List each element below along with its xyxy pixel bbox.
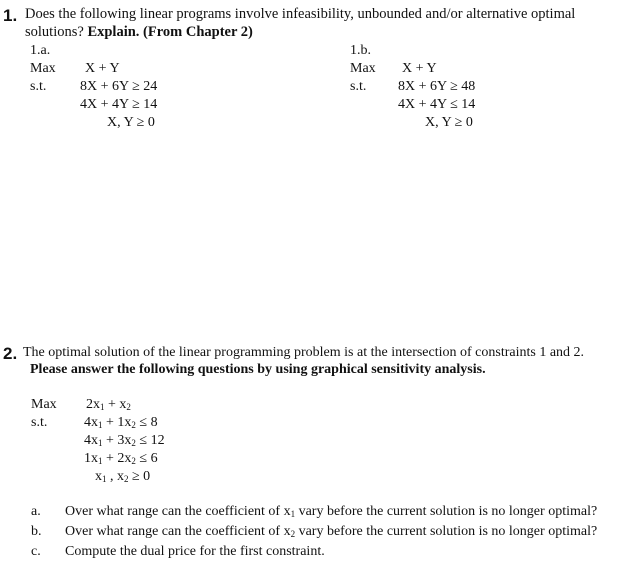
question-2-number: 2. — [3, 344, 18, 363]
problem-2-constraint-2: $4x_1 + 3x_2 \le 12$ — [84, 433, 165, 448]
part-c-text: Compute the dual price for the first constraint. — [65, 544, 325, 559]
problem-1b-max-label: Max — [350, 61, 376, 76]
problem-2-objective: $2x_1 + x_2$ — [86, 397, 131, 412]
problem-1b-st-label: s.t. — [350, 79, 367, 94]
problem-1b-constraint-3: X, Y ≥ 0 — [425, 115, 473, 130]
problem-1b-label: 1.b. — [350, 43, 371, 58]
problem-2-constraint-3: $1x_1 + 2x_2 \le 6$ — [84, 451, 158, 466]
problem-1b-constraint-2: 4X + 4Y ≤ 14 — [398, 97, 476, 112]
question-2-text-line2: Please answer the following questions by using graphical sensitivity analysis. — [30, 362, 486, 377]
question-1-number: 1. — [3, 6, 18, 25]
question-1-text-bold: Explain. (From Chapter 2) — [87, 24, 253, 40]
part-b-text: Over what range can the coefficient of $x_2$ vary before the current solution is no longer optimal? — [65, 524, 598, 539]
problem-2-constraint-1: $4x_1 + 1x_2 \le 8$ — [84, 415, 158, 430]
problem-2-st-label: s.t. — [31, 415, 48, 430]
problem-1b-constraint-1: 8X + 6Y ≥ 48 — [398, 79, 476, 94]
problem-1a-constraint-2: 4X + 4Y ≥ 14 — [80, 97, 158, 112]
problem-1a-st-label: s.t. — [30, 79, 47, 94]
problem-1a-constraint-1: 8X + 6Y ≥ 24 — [80, 79, 158, 94]
problem-1a-objective: X + Y — [85, 61, 120, 76]
question-1-text-plain: solutions? — [25, 24, 88, 40]
question-2-text-line1: The optimal solution of the linear programming problem is at the intersection of constraints 1 and 2. — [23, 345, 585, 360]
problem-1b-objective: X + Y — [402, 61, 437, 76]
problem-1a-constraint-3: X, Y ≥ 0 — [107, 115, 155, 130]
problem-2-max-label: Max — [31, 397, 57, 412]
problem-1a-max-label: Max — [30, 61, 56, 76]
part-c-label: c. — [31, 544, 41, 559]
part-b-label: b. — [31, 524, 42, 539]
question-1-text-line1: Does the following linear programs involve infeasibility, unbounded and/or alternative optimal — [25, 6, 576, 22]
part-a-label: a. — [31, 504, 41, 519]
problem-2-constraint-4: $x_1$ , $x_2 \ge 0$ — [95, 469, 151, 484]
question-1-text-line2 — [25, 25, 253, 40]
part-a-text: Over what range can the coefficient of $x_1$ vary before the current solution is no longer optimal? — [65, 504, 598, 519]
problem-1a-label: 1.a. — [30, 43, 51, 58]
